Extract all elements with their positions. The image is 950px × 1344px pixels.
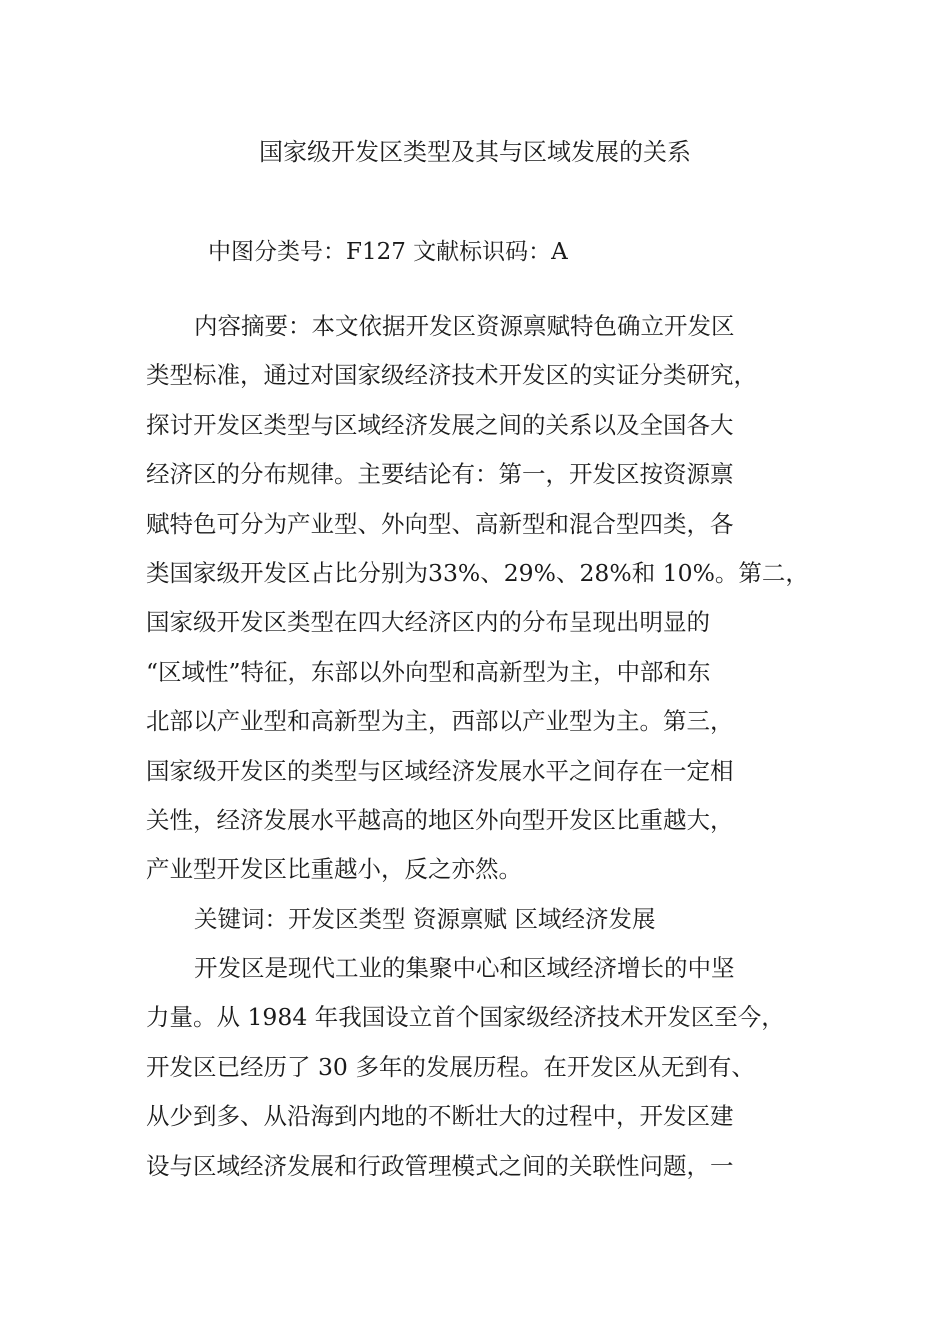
abstract-line: 赋特色可分为产业型、外向型、高新型和混合型四类，各 (146, 509, 734, 538)
abstract-line: 北部以产业型和高新型为主，西部以产业型为主。第三， (146, 707, 734, 736)
abstract-line: 国家级开发区的类型与区域经济发展水平之间存在一定相 (146, 756, 734, 785)
abstract-line: 国家级开发区类型在四大经济区内的分布呈现出明显的 (146, 608, 710, 637)
abstract-line: 类型标准，通过对国家级经济技术开发区的实证分类研究， (146, 361, 757, 390)
abstract-line: “区域性”特征，东部以外向型和高新型为主，中部和东 (146, 657, 711, 686)
document-title: 国家级开发区类型及其与区域发展的关系 (259, 138, 691, 166)
abstract-line: 关性，经济发展水平越高的地区外向型开发区比重越大， (146, 805, 734, 834)
abstract-line: 产业型开发区比重越小，反之亦然。 (146, 855, 522, 884)
intro-line: 从少到多、从沿海到内地的不断壮大的过程中，开发区建 (146, 1102, 734, 1131)
abstract-line: 类国家级开发区占比分别为33%、29%、28%和 10%。第二， (146, 558, 809, 587)
intro-line: 开发区已经历了 30 多年的发展历程。在开发区从无到有、 (146, 1052, 755, 1081)
intro-line: 开发区是现代工业的集聚中心和区域经济增长的中坚 (194, 954, 735, 983)
abstract-line: 经济区的分布规律。主要结论有：第一，开发区按资源禀 (146, 460, 734, 489)
document-body (146, 306, 814, 1195)
classification-line: 中图分类号：F127 文献标识码：A (208, 239, 568, 265)
keywords-line: 关键词：开发区类型 资源禀赋 区域经济发展 (194, 904, 656, 933)
abstract-line: 探讨开发区类型与区域经济发展之间的关系以及全国各大 (146, 410, 734, 439)
intro-line: 设与区域经济发展和行政管理模式之间的关联性问题，一 (146, 1151, 734, 1180)
intro-line: 力量。从 1984 年我国设立首个国家级经济技术开发区至今， (146, 1003, 785, 1032)
abstract-line: 内容摘要：本文依据开发区资源禀赋特色确立开发区 (194, 312, 735, 340)
